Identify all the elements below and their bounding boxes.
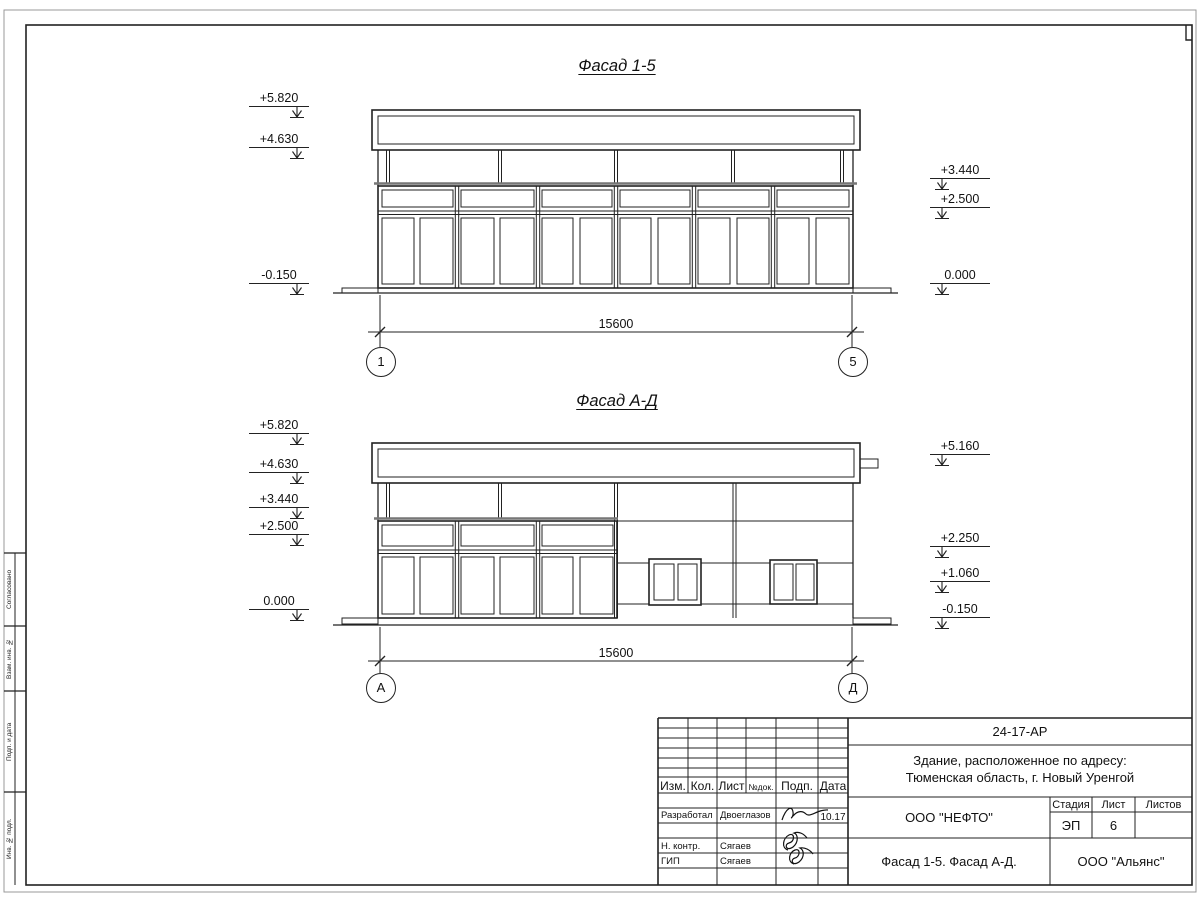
side-stamp-cell: Согласовано: [6, 569, 13, 610]
axis-bubble-d: Д: [838, 673, 868, 703]
col-header-kol: Кол.: [690, 779, 715, 793]
col-header-list: Лист: [718, 779, 745, 793]
elevation-mark: [249, 492, 309, 508]
level-arrow-icon: [933, 284, 951, 297]
sheet-header: Лист: [1101, 799, 1126, 811]
staff-role: Разработал: [661, 810, 713, 821]
level-arrow-icon: [933, 547, 951, 560]
window-1: [649, 559, 701, 605]
elevation-value: -0.150: [930, 602, 990, 618]
elevation-mark: [930, 566, 990, 582]
elevation-value: +3.440: [930, 163, 990, 179]
facade-bottom-drawing: [333, 443, 898, 673]
facade-bottom-title: Фасад А-Д: [576, 392, 658, 410]
elevation-value: 0.000: [930, 268, 990, 284]
elevation-mark: [930, 268, 990, 284]
vent-outlet: [860, 459, 878, 468]
signature-gip: [790, 848, 813, 864]
side-stamp-cell: Инв. № подл.: [6, 818, 13, 859]
level-arrow-icon: [933, 179, 951, 192]
object-address-line2: Тюменская область, г. Новый Уренгой: [905, 770, 1135, 785]
elevation-value: +5.160: [930, 439, 990, 455]
elevation-mark: [930, 163, 990, 179]
level-arrow-icon: [288, 535, 306, 548]
col-header-podp: Подп.: [781, 779, 813, 793]
level-arrow-icon: [288, 107, 306, 120]
contractor-name: ООО "НЕФТО": [905, 810, 993, 825]
staff-role: ГИП: [661, 856, 680, 867]
sheet-title: Фасад 1-5. Фасад А-Д.: [881, 854, 1017, 869]
elevation-value: +5.820: [249, 91, 309, 107]
elevation-value: +3.440: [249, 492, 309, 508]
elevation-value: -0.150: [249, 268, 309, 284]
elevation-mark: [930, 192, 990, 208]
staff-date: 10.17: [820, 812, 846, 823]
elevation-mark: [249, 91, 309, 107]
sheet-number: 6: [1109, 818, 1118, 833]
elevation-value: +5.820: [249, 418, 309, 434]
level-arrow-icon: [288, 434, 306, 447]
elevation-value: +1.060: [930, 566, 990, 582]
side-stamp-cell: Взам. инв. №: [6, 638, 13, 679]
axis-bubble-a: А: [366, 673, 396, 703]
elevation-value: +2.500: [930, 192, 990, 208]
elevation-mark: [249, 457, 309, 473]
level-arrow-icon: [288, 148, 306, 161]
staff-role: Н. контр.: [661, 841, 701, 852]
elevation-mark: [249, 268, 309, 284]
elevation-mark: [249, 594, 309, 610]
elevation-mark: [249, 418, 309, 434]
corner-box: [1186, 25, 1192, 40]
facade-top-title: Фасад 1-5: [578, 57, 656, 75]
staff-name: Сягаев: [720, 841, 751, 852]
elevation-value: +4.630: [249, 457, 309, 473]
stage-value: ЭП: [1061, 818, 1081, 833]
staff-name: Сягаев: [720, 856, 751, 867]
elevation-value: +4.630: [249, 132, 309, 148]
window-2: [770, 560, 817, 604]
level-arrow-icon: [288, 610, 306, 623]
dimension-label: 15600: [598, 317, 634, 331]
level-arrow-icon: [933, 455, 951, 468]
level-arrow-icon: [933, 208, 951, 221]
facade-top-drawing: [333, 110, 898, 347]
axis-bubble-1: 1: [366, 347, 396, 377]
stage-header: Стадия: [1052, 799, 1090, 811]
elevation-mark: [930, 531, 990, 547]
elevation-mark: [249, 519, 309, 535]
elevation-mark: [249, 132, 309, 148]
elevation-value: +2.500: [249, 519, 309, 535]
col-header-izm: Изм.: [660, 779, 686, 793]
col-header-doc: №док.: [748, 782, 774, 792]
level-arrow-icon: [288, 284, 306, 297]
elevation-mark: [930, 602, 990, 618]
level-arrow-icon: [933, 618, 951, 631]
level-arrow-icon: [933, 582, 951, 595]
level-arrow-icon: [288, 473, 306, 486]
client-name: ООО "Альянс": [1077, 854, 1165, 869]
dimension-label: 15600: [598, 646, 634, 660]
elevation-value: 0.000: [249, 594, 309, 610]
staff-name: Двоеглазов: [720, 810, 771, 821]
axis-bubble-5: 5: [838, 347, 868, 377]
document-code: 24-17-АР: [992, 724, 1048, 739]
side-stamp-cell: Подп. и дата: [6, 722, 13, 761]
elevation-value: +2.250: [930, 531, 990, 547]
elevation-mark: [930, 439, 990, 455]
col-header-date: Дата: [819, 779, 847, 793]
sheets-header: Листов: [1145, 799, 1182, 811]
object-address-line1: Здание, расположенное по адресу:: [913, 753, 1127, 768]
